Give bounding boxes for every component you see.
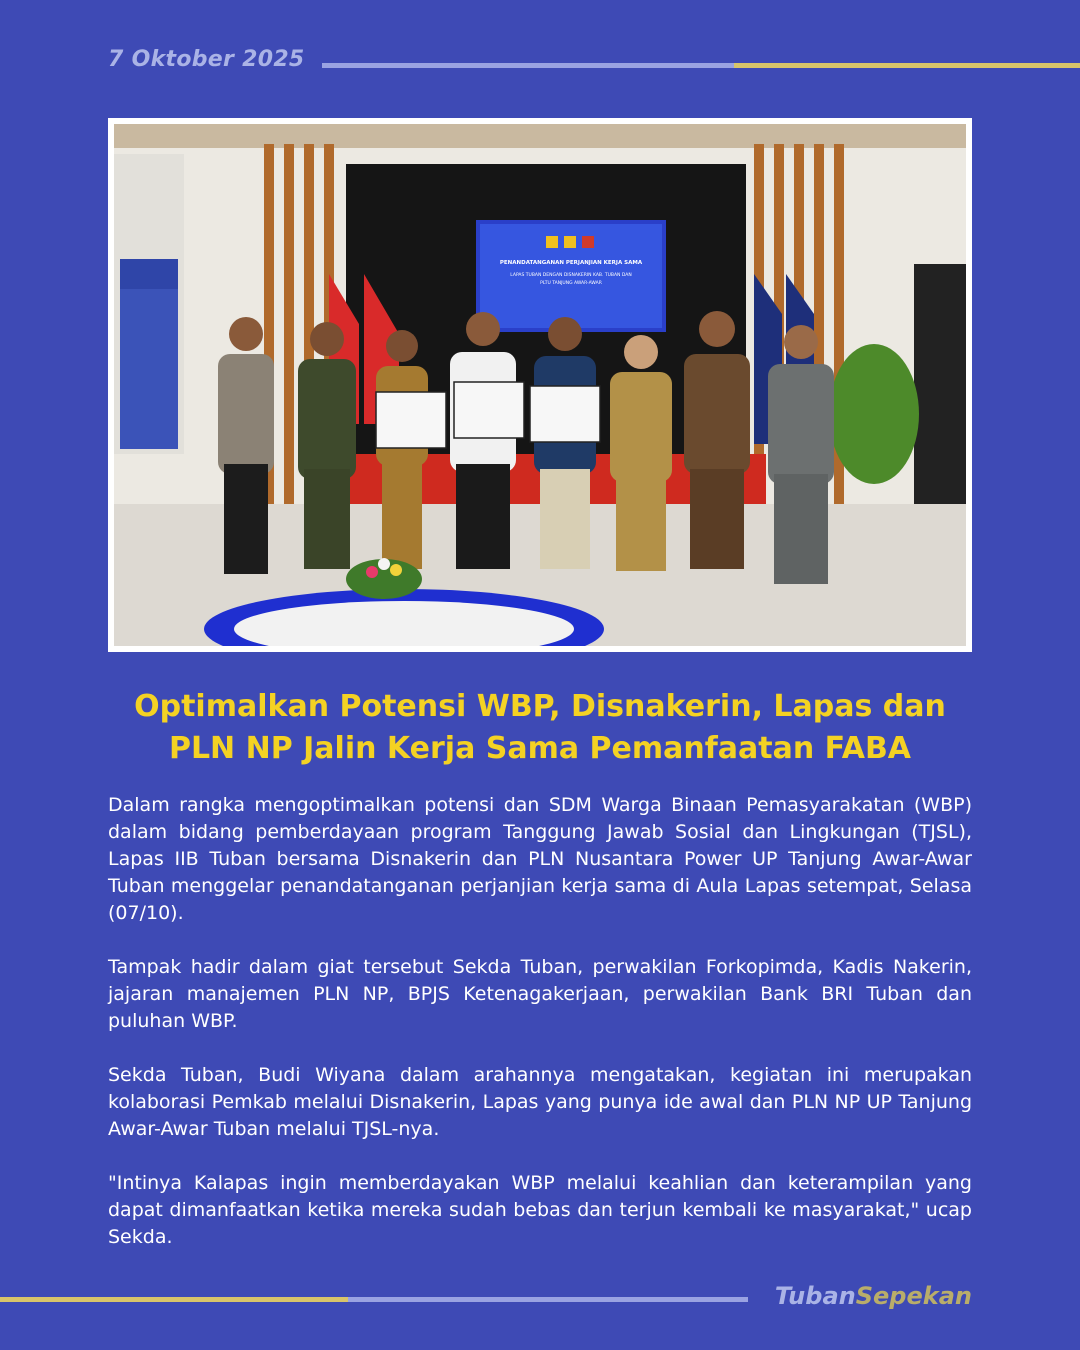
news-photo xyxy=(108,118,972,652)
brand-part-1: Tuban xyxy=(774,1282,856,1310)
article-body xyxy=(108,792,972,1251)
signing-ceremony-photo xyxy=(114,124,966,646)
screen-line-1: LAPAS TUBAN DENGAN DISNAKERIN KAB. TUBAN DAN xyxy=(510,273,632,278)
bottom-divider-gold xyxy=(0,1297,348,1302)
top-divider-gold xyxy=(734,63,1080,68)
bottom-divider-blue xyxy=(348,1297,748,1302)
article-paragraph: Dalam rangka mengoptimalkan potensi dan SDM Warga Binaan Pemasyarakatan (WBP) dalam bidang pemberdayaan program Tanggung Jawab Sosial dan Lingkungan (TJSL), Lapas IIB Tuban bersama Disnakerin dan PLN Nusantara Power UP Tanjung Awar-Awar Tuban menggelar penandatanganan perjanjian kerja sama di Aula Lapas setempat, Selasa (07/10). xyxy=(108,794,972,924)
article-paragraph: "Intinya Kalapas ingin memberdayakan WBP melalui keahlian dan keterampilan yang dapat dimanfaatkan ketika mereka sudah bebas dan terjun kembali ke masyarakat," ucap Sekda. xyxy=(108,1172,972,1248)
screen-heading: PENANDATANGANAN PERJANJIAN KERJA SAMA xyxy=(499,260,643,266)
article-paragraph: Sekda Tuban, Budi Wiyana dalam arahannya mengatakan, kegiatan ini merupakan kolaborasi Pemkab melalui Disnakerin, Lapas yang punya ide awal dan PLN NP UP Tanjung Awar-Awar Tuban melalui TJSL-nya. xyxy=(108,1064,972,1140)
top-divider-blue xyxy=(322,63,734,68)
post-date: 7 Oktober 2025 xyxy=(108,47,305,72)
brand-part-2: Sepekan xyxy=(855,1282,972,1310)
article-paragraph: Tampak hadir dalam giat tersebut Sekda Tuban, perwakilan Forkopimda, Kadis Nakerin, jajaran manajemen PLN NP, BPJS Ketenagakerjaan, perwakilan Bank BRI Tuban dan puluhan WBP. xyxy=(108,956,972,1032)
brand-logo xyxy=(775,1282,972,1310)
article-title: Optimalkan Potensi WBP, Disnakerin, Lapas dan PLN NP Jalin Kerja Sama Pemanfaatan FABA xyxy=(134,689,946,766)
screen-line-2: PLTU TANJUNG AWAR-AWAR xyxy=(540,281,602,286)
